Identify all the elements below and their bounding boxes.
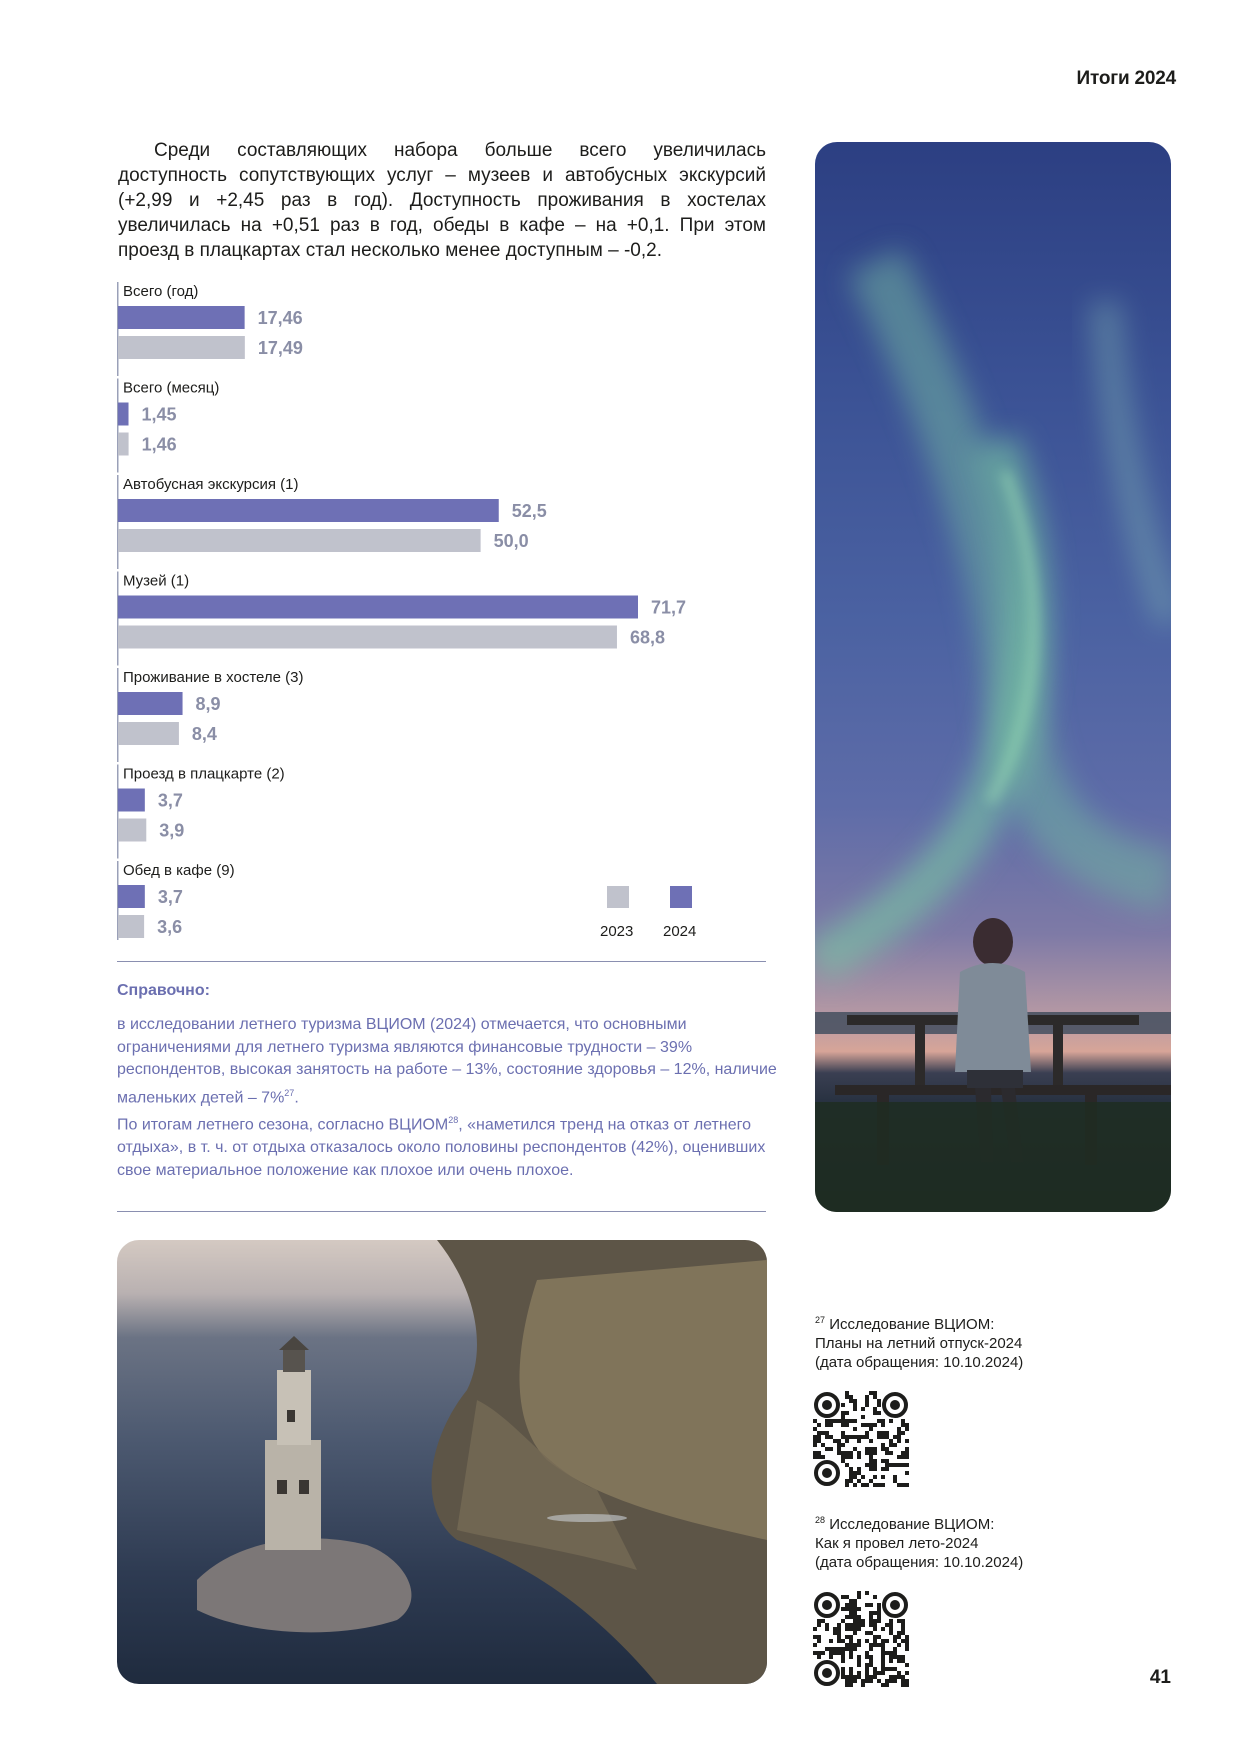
bar-2023 bbox=[118, 915, 144, 938]
footnote-28-line3: (дата обращения: 10.10.2024) bbox=[815, 1554, 1024, 1571]
reference-text-2-rest: , «наметился тренд на отказ от летнего отдыха», в т. ч. от отдыха отказалось около половины респондентов (42%), оценивших свое материальное положение как плохое или очень плохое. bbox=[117, 1116, 766, 1179]
value-label-2023: 3,6 bbox=[157, 917, 183, 937]
category-label: Обед в кафе (9) bbox=[123, 862, 235, 879]
bar-2024 bbox=[118, 789, 145, 812]
qr-code-28[interactable] bbox=[813, 1591, 909, 1687]
bar-2024 bbox=[118, 596, 638, 619]
value-label-2023: 68,8 bbox=[629, 627, 666, 648]
divider-bottom bbox=[117, 1211, 766, 1212]
legend-swatch-2024 bbox=[670, 886, 692, 908]
lighthouse-illustration bbox=[117, 1240, 767, 1684]
footnote-ref-27: 27 bbox=[284, 1087, 295, 1098]
legend-label-2023: 2023 bbox=[600, 923, 634, 940]
header-title: Итоги 2024 bbox=[1076, 68, 1176, 89]
availability-bar-chart bbox=[117, 280, 777, 940]
category-label: Всего (год) bbox=[123, 283, 199, 300]
footnote-27 bbox=[815, 1311, 1115, 1372]
value-label-2024: 8,9 bbox=[195, 694, 221, 714]
category-label: Проживание в хостеле (3) bbox=[123, 669, 304, 686]
lighthouse-photo bbox=[117, 1240, 767, 1684]
footnote-28-line1 bbox=[815, 1511, 1115, 1534]
category-label: Музей (1) bbox=[123, 572, 190, 590]
value-label-2023: 8,4 bbox=[191, 724, 217, 744]
category-label: Всего (месяц) bbox=[123, 379, 220, 397]
category-label: Автобусная экскурсия (1) bbox=[123, 476, 299, 493]
value-label-2024: 17,46 bbox=[257, 308, 303, 328]
qr-code-27[interactable] bbox=[813, 1391, 909, 1487]
footnote-27-text1: Исследование ВЦИОМ: bbox=[829, 1316, 995, 1333]
footnote-27-line3: (дата обращения: 10.10.2024) bbox=[815, 1354, 1024, 1371]
bar-2023 bbox=[118, 433, 129, 456]
reference-title: Справочно: bbox=[117, 982, 210, 999]
footnote-28 bbox=[815, 1511, 1115, 1572]
value-label-2024: 3,7 bbox=[157, 790, 183, 811]
bar-2024 bbox=[118, 499, 499, 522]
bar-2023 bbox=[118, 336, 245, 359]
page-number: 41 bbox=[1149, 1667, 1171, 1688]
footnote-27-number: 27 bbox=[815, 1315, 826, 1325]
bar-2024 bbox=[118, 692, 183, 715]
value-label-2024: 71,7 bbox=[651, 597, 687, 618]
category-label: Проезд в плацкарте (2) bbox=[123, 765, 285, 783]
value-label-2024: 3,7 bbox=[157, 887, 183, 907]
value-label-2023: 1,46 bbox=[141, 434, 177, 455]
footnote-28-text1: Исследование ВЦИОМ: bbox=[829, 1516, 995, 1533]
aurora-illustration bbox=[815, 142, 1171, 1212]
intro-paragraph: Среди составляющих набора больше всего увеличилась доступность сопутствующих услуг – музеев и автобусных экскурсий (+2,99 и +2,45 раз в год). Доступность проживания в хостелах увеличилась на +0,51 раз в год, обеды в кафе – на +0,1. При этом проезд в плацкартах стал несколько менее доступным – -0,2. bbox=[118, 140, 766, 261]
divider-top bbox=[117, 961, 766, 962]
reference-text-1-end: . bbox=[294, 1088, 299, 1106]
footnote-28-number: 28 bbox=[815, 1515, 826, 1525]
reference-paragraph-2 bbox=[117, 1109, 777, 1182]
reference-paragraph-1 bbox=[117, 1014, 777, 1109]
value-label-2024: 52,5 bbox=[511, 501, 547, 521]
bar-2024 bbox=[118, 306, 245, 329]
bar-2023 bbox=[118, 529, 481, 552]
footnote-27-line1 bbox=[815, 1311, 1115, 1334]
value-label-2024: 1,45 bbox=[141, 404, 177, 425]
bar-2023 bbox=[118, 626, 617, 649]
aurora-photo bbox=[815, 142, 1171, 1212]
value-label-2023: 17,49 bbox=[257, 338, 303, 358]
chart-svg bbox=[117, 280, 777, 940]
reference-body bbox=[117, 1014, 777, 1182]
legend-swatch-2023 bbox=[607, 886, 629, 908]
reference-text-2: По итогам летнего сезона, согласно ВЦИОМ bbox=[117, 1116, 449, 1134]
legend-label-2024: 2024 bbox=[663, 923, 697, 940]
bar-2024 bbox=[118, 885, 145, 908]
value-label-2023: 50,0 bbox=[493, 531, 529, 551]
value-label-2023: 3,9 bbox=[159, 820, 185, 841]
bar-2024 bbox=[118, 403, 129, 426]
footnote-27-line2: Планы на летний отпуск-2024 bbox=[815, 1335, 1023, 1352]
reference-text-1: в исследовании летнего туризма ВЦИОМ (2024) отмечается, что основными ограничениями для летнего туризма являются финансовые трудности – 39% респондентов, высокая занятость на работе – 13%, состояние здоровья – 12%, наличие маленьких детей – 7% bbox=[117, 1016, 777, 1106]
bar-2023 bbox=[118, 722, 179, 745]
bar-2023 bbox=[118, 819, 146, 842]
footnote-28-line2: Как я провел лето-2024 bbox=[815, 1535, 979, 1552]
footnote-ref-28: 28 bbox=[448, 1115, 459, 1126]
